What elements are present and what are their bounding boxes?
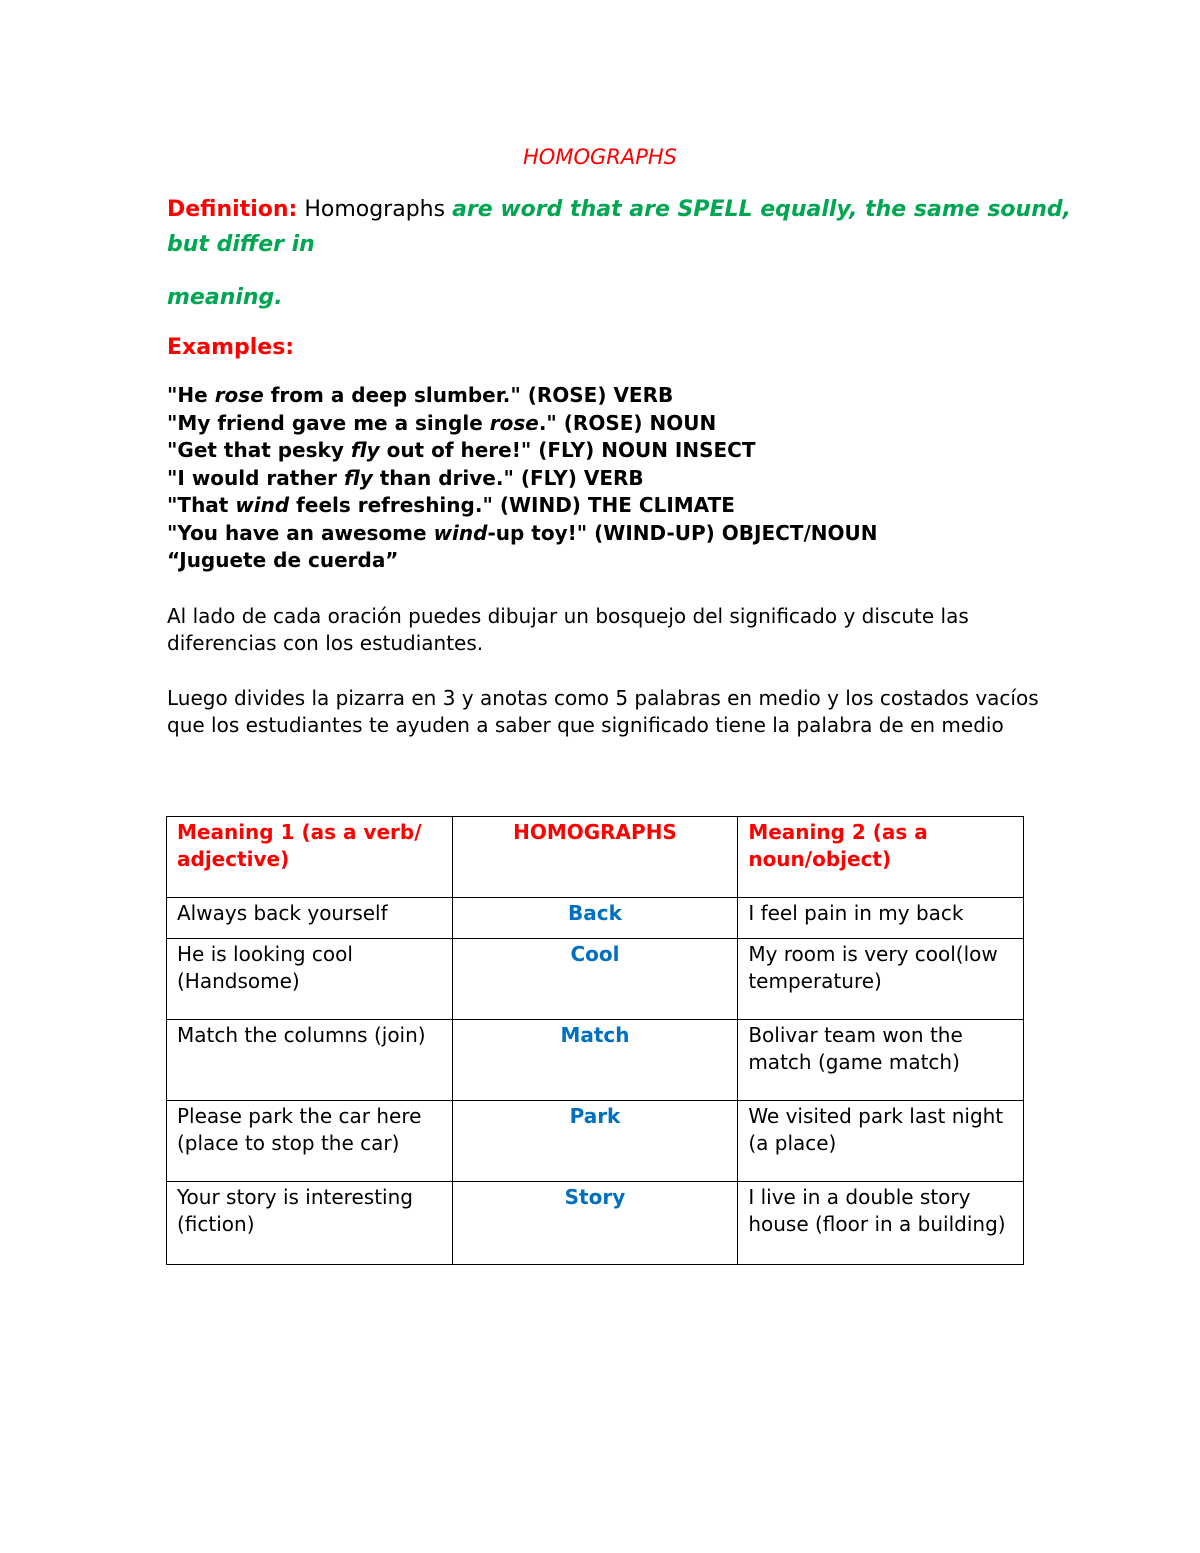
definition-lead: Homographs <box>297 197 453 222</box>
table-header-meaning-1: Meaning 1 (as a verb/ adjective) <box>167 817 453 898</box>
examples-list <box>167 382 877 575</box>
document-title: HOMOGRAPHS <box>523 145 677 169</box>
definition-text-2: but differ in <box>167 232 315 257</box>
example-text: from a deep slumber." (ROSE) VERB <box>263 383 674 407</box>
table-cell-meaning-2: My room is very cool(low temperature) <box>738 939 1024 1020</box>
example-text: “Juguete de cuerda” <box>167 548 399 572</box>
table-row <box>167 1020 1024 1101</box>
table-row <box>167 939 1024 1020</box>
example-word: fly <box>343 465 373 490</box>
table-cell-homograph: Back <box>452 898 738 939</box>
table-cell-meaning-2: We visited park last night (a place) <box>738 1101 1024 1182</box>
table-header-homographs: HOMOGRAPHS <box>452 817 738 898</box>
definition-text-1: are word that are SPELL equally, the same sound, <box>452 197 1071 222</box>
example-text: than drive." (FLY) VERB <box>372 465 644 490</box>
table-cell-meaning-1: Match the columns (join) <box>167 1020 453 1101</box>
table-header-row <box>167 817 1024 898</box>
example-text: -up toy!" (WIND-UP) OBJECT/NOUN <box>487 520 878 545</box>
example-word: rose <box>489 410 539 435</box>
definition-line-3 <box>167 283 283 313</box>
example-text: "Get that pesky <box>167 438 351 462</box>
definition-line-2 <box>167 230 315 260</box>
table-row <box>167 898 1024 939</box>
table-cell-meaning-1: Please park the car here (place to stop the car) <box>167 1101 453 1182</box>
table-cell-homograph: Match <box>452 1020 738 1101</box>
homographs-table <box>166 816 1024 1265</box>
table-cell-meaning-1: Always back yourself <box>167 898 453 939</box>
example-text: ." (ROSE) NOUN <box>538 410 717 435</box>
example-line <box>167 547 877 575</box>
table-cell-meaning-2: I live in a double story house (floor in a building) <box>738 1182 1024 1265</box>
example-line <box>167 520 877 548</box>
table-row <box>167 1101 1024 1182</box>
example-line <box>167 437 877 465</box>
definition-line-1 <box>167 195 1071 225</box>
table-header-meaning-2: Meaning 2 (as a noun/object) <box>738 817 1024 898</box>
example-text: "I would rather <box>167 465 344 490</box>
example-word: rose <box>214 383 264 407</box>
table-cell-homograph: Story <box>452 1182 738 1265</box>
example-text: feels refreshing." (WIND) THE CLIMATE <box>289 493 735 517</box>
definition-label: Definition: <box>167 197 298 222</box>
examples-heading: Examples: <box>167 335 295 360</box>
example-word: wind <box>235 493 290 517</box>
table-cell-homograph: Cool <box>452 939 738 1020</box>
paragraph-2: Luego divides la pizarra en 3 y anotas como 5 palabras en medio y los costados vacíos que los estudiantes te ayuden a saber que significado tiene la palabra de en medio <box>167 686 1039 737</box>
table-cell-meaning-1: He is looking cool (Handsome) <box>167 939 453 1020</box>
paragraph-1: Al lado de cada oración puedes dibujar un bosquejo del significado y discute las diferencias con los estudiantes. <box>167 604 969 655</box>
definition-text-3: meaning. <box>167 285 283 310</box>
table-cell-meaning-1: Your story is interesting (fiction) <box>167 1182 453 1265</box>
example-text: "He <box>167 383 215 407</box>
example-word: wind <box>433 520 488 545</box>
example-line <box>167 382 877 410</box>
example-text: "My friend gave me a single <box>167 410 490 435</box>
example-line <box>167 410 877 438</box>
example-line <box>167 465 877 493</box>
example-text: "You have an awesome <box>167 520 434 545</box>
example-line <box>167 492 877 520</box>
table-cell-homograph: Park <box>452 1101 738 1182</box>
example-text: "That <box>167 493 236 517</box>
example-text: out of here!" (FLY) NOUN INSECT <box>379 438 756 462</box>
table-row <box>167 1182 1024 1265</box>
table-cell-meaning-2: I feel pain in my back <box>738 898 1024 939</box>
example-word: fly <box>350 438 380 462</box>
table-cell-meaning-2: Bolivar team won the match (game match) <box>738 1020 1024 1101</box>
